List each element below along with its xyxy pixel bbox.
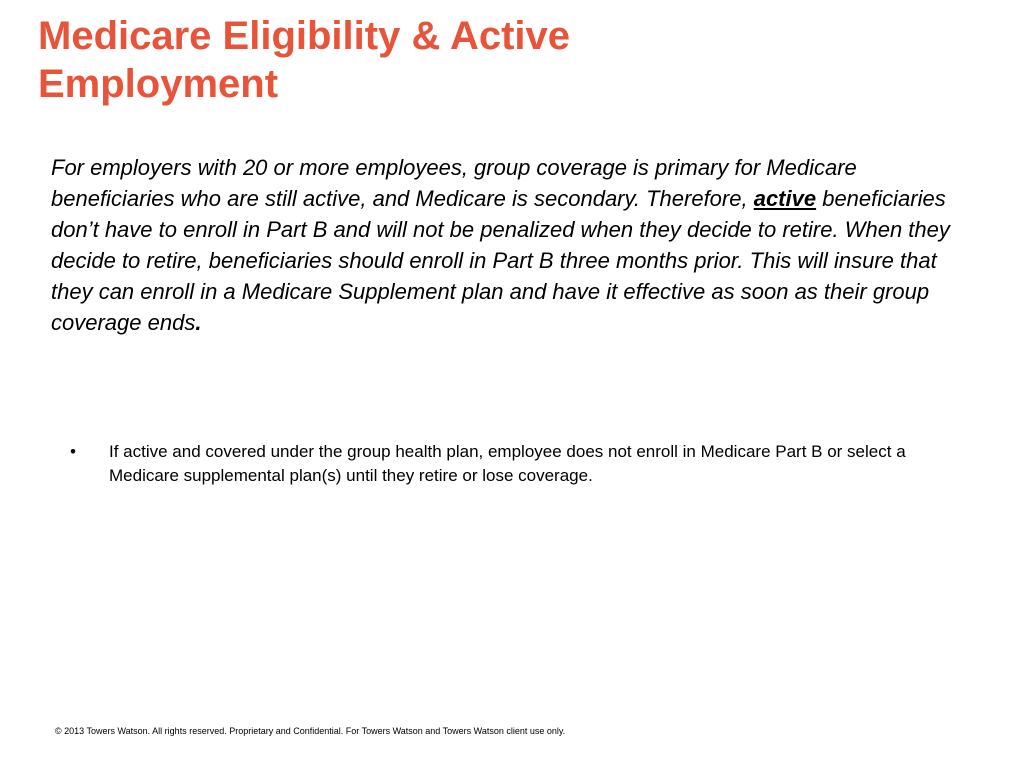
- copyright-footer: © 2013 Towers Watson. All rights reserved. Proprietary and Confidential. For Towers Watson and Towers Watson client use only.: [55, 726, 566, 736]
- bullet-text: If active and covered under the group health plan, employee does not enroll in Medicare Part B or select a Medicare supplemental plan(s) until they retire or lose coverage.: [109, 442, 906, 485]
- intro-paragraph: [51, 152, 981, 338]
- intro-emphasis-active: active: [753, 186, 817, 211]
- bullet-list: [70, 440, 950, 488]
- bullet-item: [70, 440, 950, 488]
- intro-text-before: For employers with 20 or more employees, group coverage is primary for Medicare beneficiaries who are still active, and Medicare is secondary. Therefore,: [51, 155, 857, 211]
- slide-title: Medicare Eligibility & Active Employment: [38, 14, 571, 106]
- bullet-marker: •: [70, 442, 76, 461]
- intro-text-after: beneficiaries don’t have to enroll in Part B and will not be penalized when they decide to retire. When they decide to retire, beneficiaries should enroll in Part B three months prior. This will insure that they can enroll in a Medicare Supplement plan and have it effective as soon as their group coverage ends: [51, 186, 950, 335]
- intro-end-period: .: [195, 310, 202, 335]
